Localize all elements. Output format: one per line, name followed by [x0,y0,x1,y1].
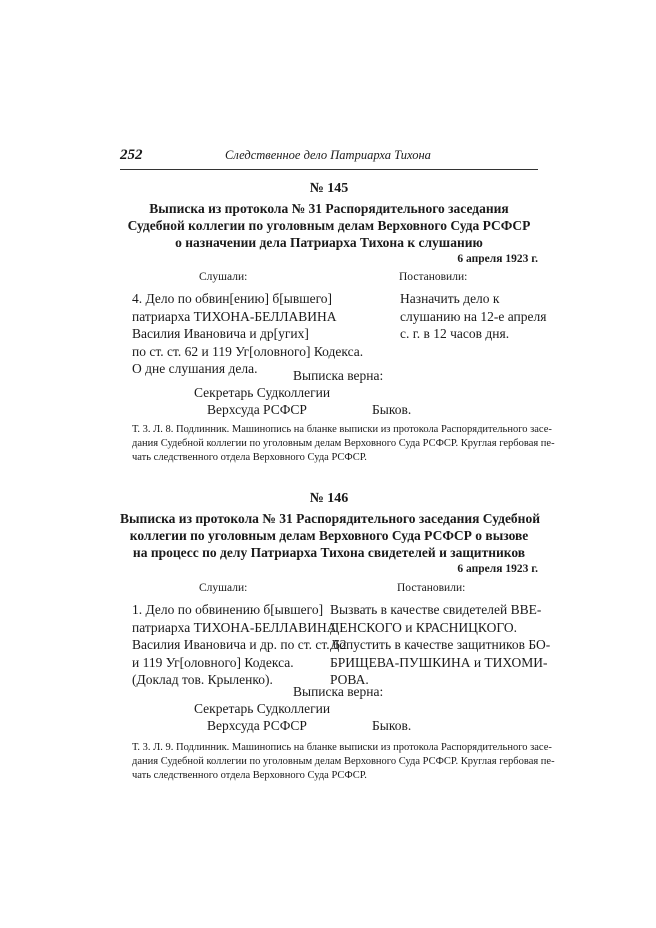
doc-146-note-line-2: дания Судебной коллегии по уголовным делам Верховного Суда РСФСР. Круглая гербовая пе- [132,756,555,767]
doc-146-note-line-3: чать следственного отдела Верховного Суда РСФСР. [132,770,367,781]
doc-145-title-line-2: Судебной коллегии по уголовным делам Верховного Суда РСФСР [127,218,531,233]
doc-146-title-line-3: на процесс по делу Патриарха Тихона свидетелей и защитников [132,545,526,560]
doc-145-note-line-3: чать следственного отдела Верховного Суда РСФСР. [132,452,367,463]
doc-145-resolved-line-3: с. г. в 12 часов дня. [400,326,510,341]
doc-145-date: 6 апреля 1923 г. [457,253,538,265]
doc-146-heard-line-4: и 119 Уг[оловного] Кодекса. [132,654,294,670]
doc-145-resolved-label: Постановили: [399,271,468,283]
doc-146-secretary-line-2: Верхсуда РСФСР [207,718,307,733]
doc-146-heard-line-3: Василия Ивановича и др. по ст. ст. 62 [132,637,347,652]
doc-146-number: № 146 [309,491,349,506]
doc-146-resolved-line-1: Вызвать в качестве свидетелей ВВЕ- [330,602,542,617]
doc-146-resolved-line-2: ДЕНСКОГО и КРАСНИЦКОГО. [330,619,517,635]
running-title: Следственное дело Патриарха Тихона [225,148,431,162]
doc-146-heard-label: Слушали: [199,582,248,594]
doc-146-heard-line-1: 1. Дело по обвинению б[ывшего] [132,602,324,617]
page-number: 252 [120,147,143,163]
doc-145-resolved-line-2: слушанию на 12-е апреля [400,308,547,324]
doc-146-secretary-line-1: Секретарь Судколлегии [194,701,331,716]
doc-146-date: 6 апреля 1923 г. [457,563,538,575]
doc-145-heard-line-3: Василия Ивановича и др[угих] [132,326,309,341]
doc-145-secretary-line-2: Верхсуда РСФСР [207,402,307,417]
doc-145-heard-line-4: по ст. ст. 62 и 119 Уг[оловного] Кодекса. [132,343,364,359]
doc-146-signature: Быков. [372,718,412,733]
header-rule [120,169,538,170]
doc-145-number: № 145 [309,181,349,196]
doc-145-signature: Быков. [372,402,412,417]
doc-146-resolved-label: Постановили: [397,582,466,594]
doc-145-heard-line-5: О дне слушания дела. [132,361,258,376]
doc-145-secretary-line-1: Секретарь Судколлегии [194,385,331,400]
doc-146-heard-line-5: (Доклад тов. Крыленко). [132,672,273,687]
doc-146-heard-line-2: патриарха ТИХОНА-БЕЛЛАВИНА [132,619,337,635]
doc-145-note-line-1: Т. 3. Л. 8. Подлинник. Машинопись на бланке выписки из протокола Распорядительного засе- [132,424,552,435]
doc-146-title-line-1: Выписка из протокола № 31 Распорядительного заседания Судебной [120,511,540,526]
doc-145-certified: Выписка верна: [293,368,384,383]
doc-146-note-line-1: Т. 3. Л. 9. Подлинник. Машинопись на бланке выписки из протокола Распорядительного засе- [132,742,552,753]
doc-145-resolved-line-1: Назначить дело к [400,291,500,306]
doc-145-note-line-2: дания Судебной коллегии по уголовным делам Верховного Суда РСФСР. Круглая гербовая пе- [132,438,555,449]
doc-146-resolved-line-5: РОВА. [330,672,369,687]
doc-145-heard-line-1: 4. Дело по обвин[ению] б[ывшего] [132,291,333,306]
doc-145-title-line-1: Выписка из протокола № 31 Распорядительного заседания [149,201,509,216]
doc-146-resolved-line-3: Допустить в качестве защитников БО- [330,637,551,652]
doc-145-heard-line-2: патриарха ТИХОНА-БЕЛЛАВИНА [132,308,337,324]
doc-146-certified: Выписка верна: [293,684,384,699]
doc-146-title-line-2: коллегии по уголовным делам Верховного Суда РСФСР о вызове [129,528,529,543]
doc-146-resolved-line-4: БРИЩЕВА-ПУШКИНА и ТИХОМИ- [330,654,548,670]
doc-145-heard-label: Слушали: [199,271,248,283]
doc-145-title-line-3: о назначении дела Патриарха Тихона к слушанию [175,235,483,250]
